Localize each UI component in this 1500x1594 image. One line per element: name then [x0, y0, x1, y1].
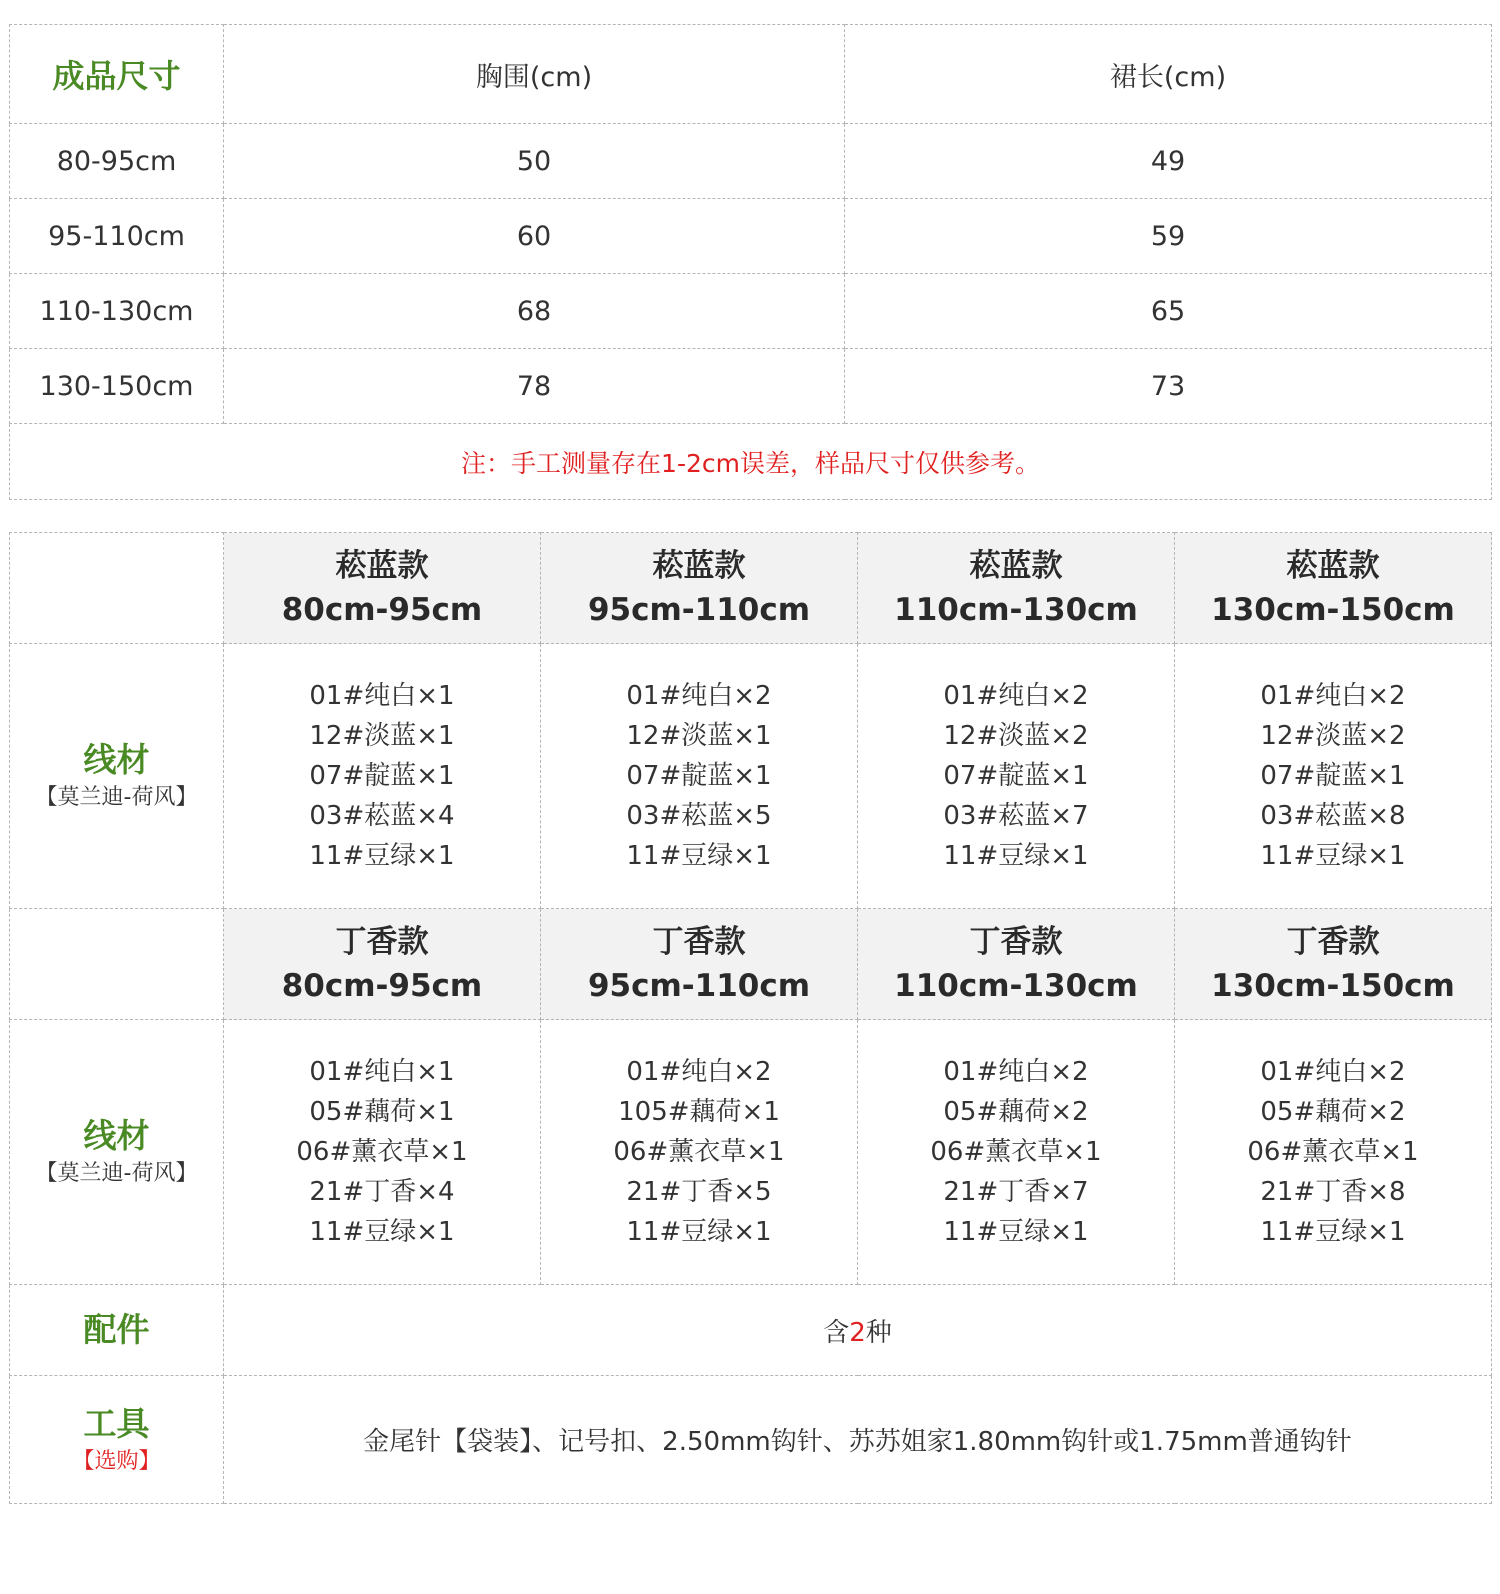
yarn-item: 11#豆绿×1 — [626, 1217, 772, 1247]
length-value: 49 — [845, 124, 1492, 199]
variant-style: 菘蓝款 — [335, 548, 429, 584]
blue-yarn-row — [10, 644, 1492, 909]
yarn-list — [858, 644, 1175, 909]
size-row — [10, 274, 1492, 349]
yarn-item: 12#淡蓝×1 — [626, 721, 772, 751]
size-label: 110-130cm — [10, 274, 224, 349]
yarn-item: 06#薰衣草×1 — [296, 1137, 468, 1167]
variant-size: 95cm-110cm — [587, 592, 811, 628]
size-row — [10, 124, 1492, 199]
accessories-prefix: 含 — [823, 1317, 850, 1348]
variant-style: 菘蓝款 — [652, 548, 746, 584]
yarn-item: 05#藕荷×1 — [309, 1097, 455, 1127]
yarn-item: 11#豆绿×1 — [309, 841, 455, 871]
yarn-label: 线材 — [83, 740, 150, 779]
yarn-item: 01#纯白×2 — [626, 681, 772, 711]
tools-row — [10, 1376, 1492, 1504]
yarn-list — [541, 644, 858, 909]
variant-header — [541, 533, 858, 644]
bust-value: 68 — [224, 274, 845, 349]
accessories-label: 配件 — [83, 1310, 150, 1349]
variant-header — [858, 533, 1175, 644]
length-value: 59 — [845, 199, 1492, 274]
yarn-item: 07#靛蓝×1 — [943, 761, 1089, 791]
header-blank-cell — [10, 909, 224, 1020]
yarn-item: 11#豆绿×1 — [626, 841, 772, 871]
yarn-label-cell — [10, 644, 224, 909]
lilac-yarn-row — [10, 1020, 1492, 1285]
accessories-row — [10, 1285, 1492, 1376]
yarn-sublabel: 【莫兰迪-荷风】 — [35, 785, 198, 810]
yarn-list — [541, 1020, 858, 1285]
size-note-row — [10, 424, 1492, 500]
tools-list: 金尾针【袋装】、记号扣、2.50mm钩针、苏苏姐家1.80mm钩针或1.75mm普通钩针 — [224, 1376, 1492, 1504]
variant-header — [1175, 533, 1492, 644]
yarn-item: 11#豆绿×1 — [943, 1217, 1089, 1247]
variant-header — [224, 533, 541, 644]
yarn-item: 01#纯白×2 — [1260, 1057, 1406, 1087]
variant-size: 80cm-95cm — [281, 592, 483, 628]
yarn-item: 06#薰衣草×1 — [613, 1137, 785, 1167]
lilac-header-row — [10, 909, 1492, 1020]
yarn-item: 105#藕荷×1 — [618, 1097, 780, 1127]
size-label: 80-95cm — [10, 124, 224, 199]
variant-size: 95cm-110cm — [587, 968, 811, 1004]
size-row — [10, 349, 1492, 424]
yarn-item: 21#丁香×5 — [626, 1177, 772, 1207]
yarn-list — [1175, 644, 1492, 909]
measurement-note: 注：手工测量存在1-2cm误差，样品尺寸仅供参考。 — [10, 424, 1492, 500]
yarn-list — [1175, 1020, 1492, 1285]
bust-value: 50 — [224, 124, 845, 199]
accessories-suffix: 种 — [865, 1317, 892, 1348]
variant-header — [858, 909, 1175, 1020]
variant-size: 130cm-150cm — [1211, 592, 1455, 628]
yarn-item: 12#淡蓝×2 — [943, 721, 1089, 751]
yarn-item: 01#纯白×2 — [943, 681, 1089, 711]
yarn-item: 05#藕荷×2 — [1260, 1097, 1406, 1127]
variant-style: 丁香款 — [335, 924, 429, 960]
yarn-item: 07#靛蓝×1 — [1260, 761, 1406, 791]
variant-style: 菘蓝款 — [1286, 548, 1380, 584]
finished-size-table — [9, 24, 1492, 500]
yarn-item: 21#丁香×7 — [943, 1177, 1089, 1207]
variant-size: 110cm-130cm — [894, 592, 1138, 628]
variant-size: 130cm-150cm — [1211, 968, 1455, 1004]
yarn-list — [224, 644, 541, 909]
yarn-item: 11#豆绿×1 — [1260, 841, 1406, 871]
size-label: 130-150cm — [10, 349, 224, 424]
yarn-item: 01#纯白×1 — [309, 681, 455, 711]
variant-style: 丁香款 — [652, 924, 746, 960]
yarn-item: 06#薰衣草×1 — [1247, 1137, 1419, 1167]
size-label: 95-110cm — [10, 199, 224, 274]
length-value: 73 — [845, 349, 1492, 424]
length-header: 裙长(cm) — [845, 25, 1492, 124]
bust-value: 78 — [224, 349, 845, 424]
variant-style: 丁香款 — [1286, 924, 1380, 960]
material-table — [9, 532, 1492, 1504]
variant-style: 菘蓝款 — [969, 548, 1063, 584]
yarn-label-cell — [10, 1020, 224, 1285]
header-blank-cell — [10, 533, 224, 644]
size-table-title: 成品尺寸 — [10, 25, 224, 124]
yarn-item: 01#纯白×1 — [309, 1057, 455, 1087]
length-value: 65 — [845, 274, 1492, 349]
variant-header — [1175, 909, 1492, 1020]
yarn-list — [858, 1020, 1175, 1285]
yarn-item: 03#菘蓝×7 — [943, 801, 1089, 831]
tools-label-cell — [10, 1376, 224, 1504]
yarn-list — [224, 1020, 541, 1285]
variant-style: 丁香款 — [969, 924, 1063, 960]
variant-size: 80cm-95cm — [281, 968, 483, 1004]
yarn-item: 06#薰衣草×1 — [930, 1137, 1102, 1167]
yarn-label: 线材 — [83, 1116, 150, 1155]
yarn-item: 07#靛蓝×1 — [309, 761, 455, 791]
yarn-item: 12#淡蓝×1 — [309, 721, 455, 751]
size-row — [10, 199, 1492, 274]
yarn-item: 07#靛蓝×1 — [626, 761, 772, 791]
yarn-item: 05#藕荷×2 — [943, 1097, 1089, 1127]
bust-header: 胸围(cm) — [224, 25, 845, 124]
accessories-count: 2 — [849, 1317, 866, 1348]
size-header-row — [10, 25, 1492, 124]
yarn-item: 03#菘蓝×8 — [1260, 801, 1406, 831]
yarn-sublabel: 【莫兰迪-荷风】 — [35, 1161, 198, 1186]
yarn-item: 03#菘蓝×4 — [309, 801, 455, 831]
yarn-item: 21#丁香×4 — [309, 1177, 455, 1207]
yarn-item: 11#豆绿×1 — [309, 1217, 455, 1247]
yarn-item: 01#纯白×2 — [1260, 681, 1406, 711]
yarn-item: 01#纯白×2 — [626, 1057, 772, 1087]
tools-sublabel: 【选购】 — [72, 1448, 161, 1474]
variant-header — [224, 909, 541, 1020]
yarn-item: 21#丁香×8 — [1260, 1177, 1406, 1207]
yarn-item: 11#豆绿×1 — [1260, 1217, 1406, 1247]
accessories-value — [224, 1285, 1492, 1376]
yarn-item: 11#豆绿×1 — [943, 841, 1089, 871]
accessories-label-cell — [10, 1285, 224, 1376]
bust-value: 60 — [224, 199, 845, 274]
blue-header-row — [10, 533, 1492, 644]
tools-label: 工具 — [83, 1403, 150, 1443]
variant-header — [541, 909, 858, 1020]
variant-size: 110cm-130cm — [894, 968, 1138, 1004]
yarn-item: 12#淡蓝×2 — [1260, 721, 1406, 751]
yarn-item: 01#纯白×2 — [943, 1057, 1089, 1087]
yarn-item: 03#菘蓝×5 — [626, 801, 772, 831]
